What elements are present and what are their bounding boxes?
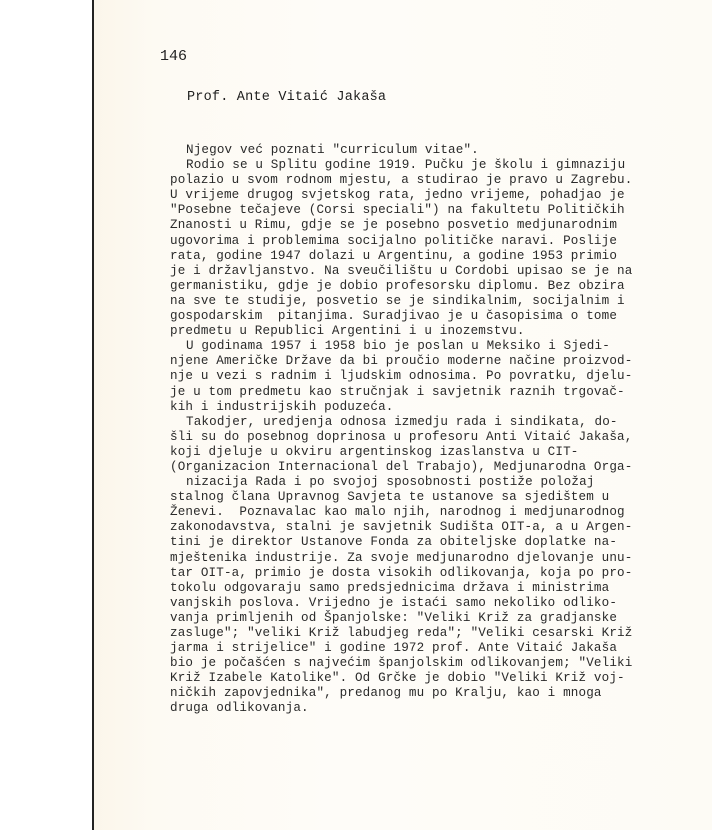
text-line: U vrijeme drugog svjetskog rata, jedno vrijeme, pohadjao je	[170, 188, 625, 203]
text-line: vanjskih poslova. Vrijedno je istaći samo nekoliko odliko-	[170, 595, 618, 610]
page-edge-divider	[92, 0, 94, 830]
text-line: tini je direktor Ustanove Fonda za obiteljske doplatke na-	[170, 535, 618, 550]
text-line: stalnog člana Upravnog Savjeta te ustanove sa sjedištem u	[170, 490, 610, 505]
text-line: nje u vezi s radnim i ljudskim odnosima. Po povratku, djelu-	[170, 369, 633, 384]
text-line: bio je počašćen s najvećim španjolskim odlikovanjem; "Veliki	[170, 656, 633, 671]
text-line: rata, godine 1947 dolazi u Argentinu, a godine 1953 primio	[170, 248, 618, 263]
text-line: polazio u svom rodnom mjestu, a studirao je pravo u Zagrebu.	[170, 173, 633, 188]
text-line: Ženevi. Poznavalac kao malo njih, narodnog i medjunarodnog	[170, 505, 625, 520]
text-line: Takodjer, uredjenja odnosa izmedju rada i sindikata, do-	[186, 414, 618, 429]
text-line: kih i industrijskih poduzeća.	[170, 399, 394, 414]
text-line: "Posebne tečajeve (Corsi speciali") na fakultetu Političkih	[170, 203, 625, 218]
text-line: mještenika industrije. Za svoje medjunarodno djelovanje unu-	[170, 550, 633, 565]
text-line: zakonodavstva, stalni je savjetnik Sudišta OIT-a, a u Argen-	[170, 520, 633, 535]
text-line: ničkih zapovjednika", predanog mu po Kralju, kao i mnoga	[170, 686, 602, 701]
text-line: tokolu odgovaraju samo predsjednicima država i ministrima	[170, 580, 610, 595]
text-line: predmetu u Republici Argentini i u inozemstvu.	[170, 324, 525, 339]
text-line: nizacija Rada i po svojoj sposobnosti postiže položaj	[186, 475, 595, 490]
text-line: druga odlikovanja.	[170, 701, 309, 716]
text-line: vanja primljenih od Španjolske: "Veliki Križ za gradjanske	[170, 610, 618, 625]
text-line: na sve te studije, posvetio se je sindikalnim, socijalnim i	[170, 293, 625, 308]
text-line: tar OIT-a, primio je dosta visokih odlikovanja, koja po pro-	[170, 565, 633, 580]
text-line: germanistiku, gdje je dobio profesorsku diplomu. Bez obzira	[170, 278, 625, 293]
text-line: Rodio se u Splitu godine 1919. Pučku je školu i gimnaziju	[186, 158, 626, 173]
page-title: Prof. Ante Vitaić Jakaša	[187, 90, 387, 105]
text-line: jarma i strijelice" i godine 1972 prof. Ante Vitaić Jakaša	[170, 641, 618, 656]
text-line: njene Američke Države da bi proučio moderne načine proizvod-	[170, 354, 633, 369]
text-line: gospodarskim pitanjima. Suradjivao je u časopisima o tome	[170, 309, 618, 324]
page-number: 146	[160, 48, 188, 65]
text-line: (Organizacion Internacional del Trabajo), Medjunarodna Orga-	[170, 459, 633, 474]
text-line: U godinama 1957 i 1958 bio je poslan u Meksiko i Sjedi-	[186, 339, 610, 354]
text-line: je i državljanstvo. Na sveučilištu u Cordobi upisao se je na	[170, 263, 633, 278]
text-line: Njegov već poznati "curriculum vitae".	[186, 143, 479, 157]
text-line: šli su do posebnog doprinosa u profesoru Anti Vitaić Jakaša,	[170, 429, 633, 444]
body-text	[170, 143, 690, 717]
text-line: je u tom predmetu kao stručnjak i savjetnik raznih trgovač-	[170, 384, 625, 399]
text-line: Križ Izabele Katolike". Od Grčke je dobio "Veliki Križ voj-	[170, 671, 625, 686]
text-line: Znanosti u Rimu, gdje se je posebno posvetio medjunarodnim	[170, 218, 618, 233]
text-line: zasluge"; "veliki Križ labudjeg reda"; "Veliki cesarski Križ	[170, 626, 633, 640]
text-line: ugovorima i problemima socijalno političke naravi. Poslije	[170, 233, 618, 248]
text-line: koji djeluje u okviru argentinskog izaslanstva u CIT-	[170, 444, 579, 459]
